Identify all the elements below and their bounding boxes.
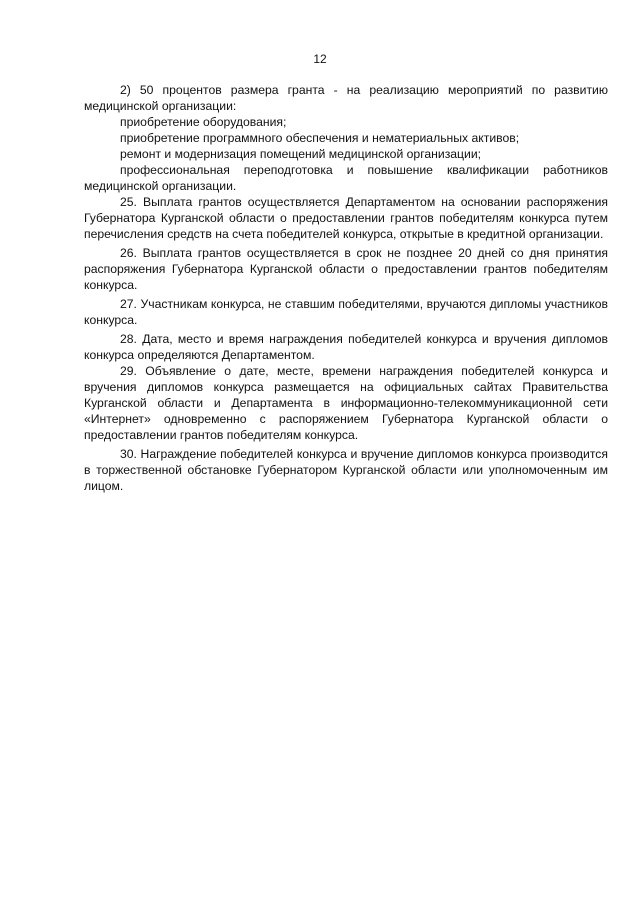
paragraph-27: 27. Участникам конкурса, не ставшим победителями, вручаются дипломы участников конкурса. bbox=[84, 297, 608, 327]
document-body bbox=[84, 82, 608, 494]
list-item-training: профессиональная переподготовка и повышение квалификации работников медицинской организации. bbox=[84, 163, 608, 193]
paragraph-grant-50-percent: 2) 50 процентов размера гранта - на реализацию мероприятий по развитию медицинской организации: bbox=[84, 83, 608, 113]
paragraph-29: 29. Объявление о дате, месте, времени награждения победителей конкурса и вручения дипломов конкурса размещается на официальных сайтах Правительства Курганской области и Департамента в информационно-телекоммуникационной сети «Интернет» одновременно с распоряжением Губернатора Курганской области о предоставлении грантов победителям конкурса. bbox=[84, 364, 608, 442]
paragraph-30: 30. Награждение победителей конкурса и вручение дипломов конкурса производится в торжественной обстановке Губернатором Курганской области или уполномоченным им лицом. bbox=[84, 447, 608, 493]
page-number: 12 bbox=[313, 52, 327, 66]
list-item-equipment: приобретение оборудования; bbox=[120, 115, 287, 129]
list-item-renovation: ремонт и модернизация помещений медицинской организации; bbox=[120, 147, 482, 161]
paragraph-25: 25. Выплата грантов осуществляется Департаментом на основании распоряжения Губернатора Курганской области о предоставлении грантов победителям конкурса путем перечисления средств на счета победителей конкурса, открытые в кредитной организации. bbox=[84, 195, 608, 241]
paragraph-28: 28. Дата, место и время награждения победителей конкурса и вручения дипломов конкурса определяются Департаментом. bbox=[84, 332, 608, 362]
paragraph-26: 26. Выплата грантов осуществляется в срок не позднее 20 дней со дня принятия распоряжения Губернатора Курганской области о предоставлении грантов победителям конкурса. bbox=[84, 246, 608, 292]
list-item-software: приобретение программного обеспечения и нематериальных активов; bbox=[120, 131, 520, 145]
